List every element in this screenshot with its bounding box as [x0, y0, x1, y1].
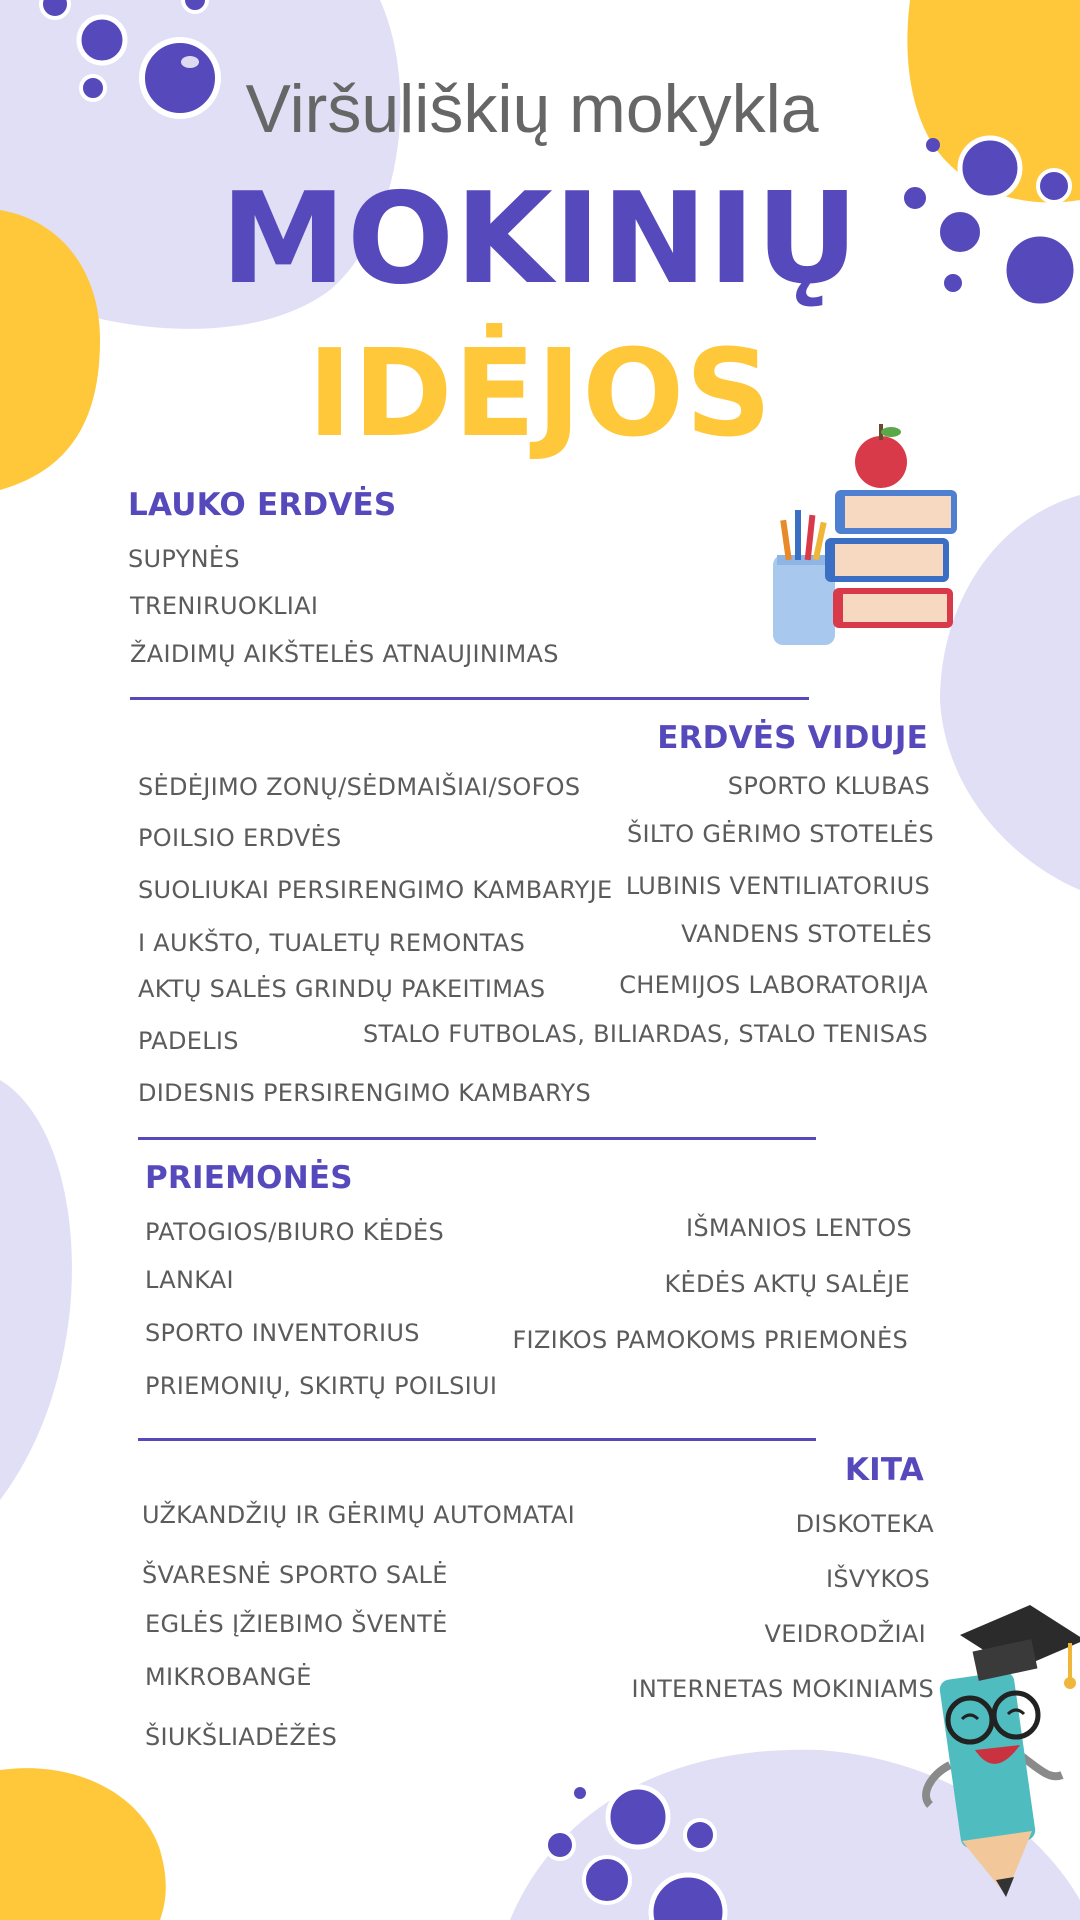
list-item: PATOGIOS/BIURO KĖDĖS	[145, 1218, 445, 1246]
list-item: PRIEMONIŲ, SKIRTŲ POILSIUI	[145, 1372, 498, 1400]
section-heading-priemones: PRIEMONĖS	[145, 1160, 353, 1196]
list-item: STALO FUTBOLAS, BILIARDAS, STALO TENISAS	[362, 1020, 928, 1048]
list-item: DIDESNIS PERSIRENGIMO KAMBARYS	[138, 1079, 592, 1107]
pencil-mascot-icon	[910, 1605, 1080, 1905]
list-item: POILSIO ERDVĖS	[138, 824, 342, 852]
list-item: ŠVARESNĖ SPORTO SALĖ	[142, 1561, 448, 1589]
list-item: MIKROBANGĖ	[145, 1663, 312, 1691]
divider-2	[138, 1137, 816, 1140]
title-line-1: MOKINIŲ	[220, 165, 860, 312]
section-heading-lauko: LAUKO ERDVĖS	[128, 487, 397, 523]
list-item: INTERNETAS MOKINIAMS	[631, 1675, 934, 1703]
list-item: LUBINIS VENTILIATORIUS	[625, 872, 930, 900]
divider-3	[138, 1438, 816, 1441]
list-item: PADELIS	[138, 1027, 239, 1055]
list-item: UŽKANDŽIŲ IR GĖRIMŲ AUTOMATAI	[142, 1501, 576, 1529]
list-item: EGLĖS ĮŽIEBIMO ŠVENTĖ	[145, 1610, 448, 1638]
list-item: ŠIUKŠLIADĖŽĖS	[145, 1723, 338, 1751]
list-item: DISKOTEKA	[795, 1510, 934, 1538]
list-item: IŠVYKOS	[825, 1565, 930, 1593]
list-item: IŠMANIOS LENTOS	[686, 1214, 912, 1242]
list-item: SĖDĖJIMO ZONŲ/SĖDMAIŠIAI/SOFOS	[138, 773, 581, 801]
list-item: CHEMIJOS LABORATORIJA	[619, 971, 928, 999]
divider-1	[130, 697, 809, 700]
title-line-2: IDĖJOS	[307, 325, 773, 464]
list-item: SPORTO INVENTORIUS	[145, 1319, 420, 1347]
list-item: TRENIRUOKLIAI	[130, 592, 319, 620]
section-heading-kita: KITA	[844, 1452, 924, 1488]
list-item: ŽAIDIMŲ AIKŠTELĖS ATNAUJINIMAS	[130, 640, 559, 668]
list-item: AKTŲ SALĖS GRINDŲ PAKEITIMAS	[138, 975, 546, 1003]
list-item: SUOLIUKAI PERSIRENGIMO KAMBARYJE	[138, 876, 613, 904]
list-item: ŠILTO GĖRIMO STOTELĖS	[627, 820, 934, 848]
list-item: VEIDRODŽIAI	[764, 1620, 926, 1648]
list-item: I AUKŠTO, TUALETŲ REMONTAS	[138, 929, 526, 957]
books-apple-pencils-icon	[765, 410, 965, 650]
yellow-blob-bottom-left	[0, 1768, 166, 1920]
list-item: SUPYNĖS	[128, 545, 240, 573]
section-heading-vidus: ERDVĖS VIDUJE	[657, 720, 928, 756]
school-name: Viršuliškių mokykla	[245, 71, 819, 147]
list-item: LANKAI	[145, 1266, 234, 1294]
list-item: FIZIKOS PAMOKOMS PRIEMONĖS	[512, 1326, 908, 1354]
list-item: KĖDĖS AKTŲ SALĖJE	[664, 1270, 910, 1298]
list-item: VANDENS STOTELĖS	[681, 920, 932, 948]
lavender-blob-left	[0, 1080, 72, 1500]
list-item: SPORTO KLUBAS	[727, 772, 930, 800]
